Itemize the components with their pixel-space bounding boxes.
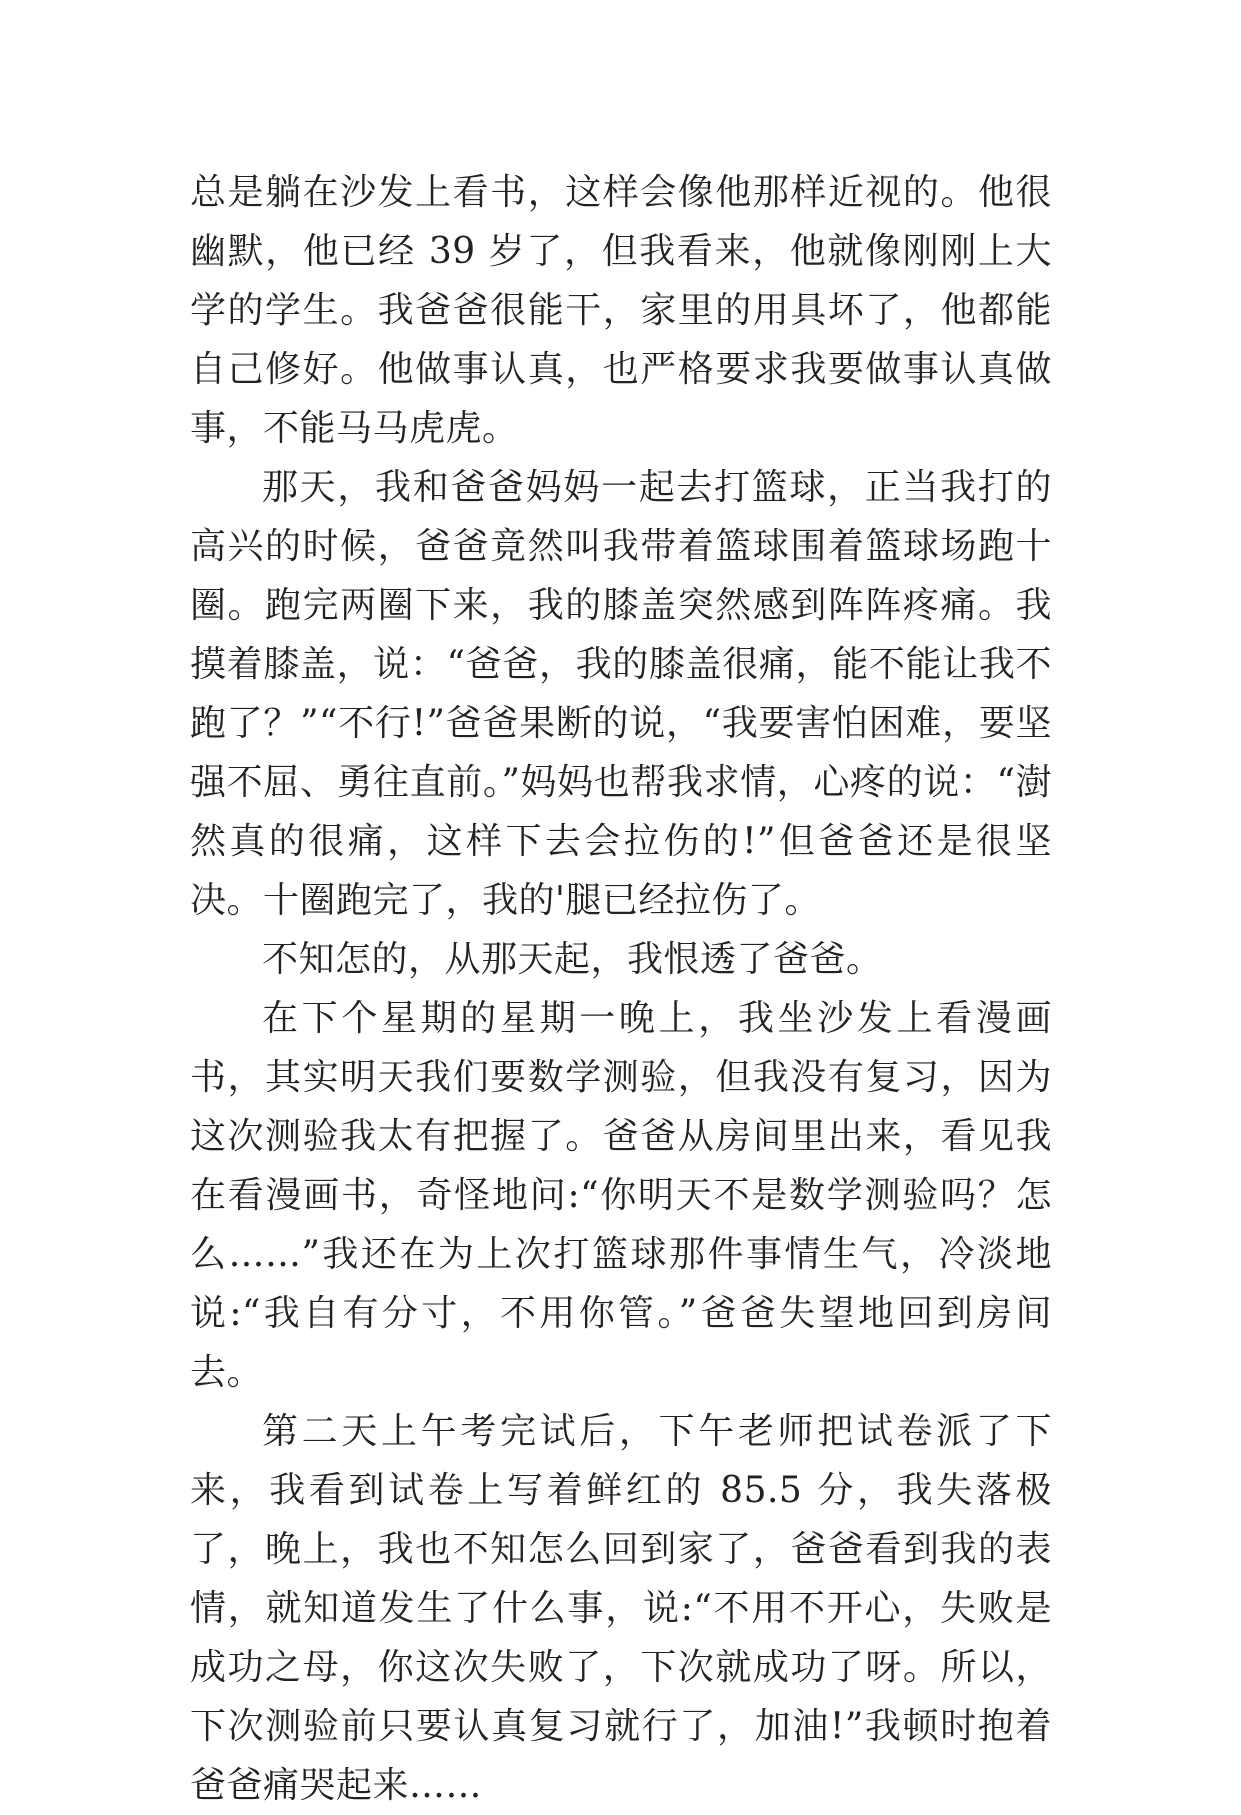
paragraph-2: 那天，我和爸爸妈妈一起去打篮球，正当我打的高兴的时候，爸爸竟然叫我带着篮球围着篮球场跑十圈。跑完两圈下来，我的膝盖突然感到阵阵疼痛。我摸着膝盖，说：“爸爸，我的膝盖很痛，能不能让我不跑了？”“不行!”爸爸果断的说，“我要害怕困难，要坚强不屈、勇往直前。”妈妈也帮我求情，心疼的说：“澍然真的很痛，这样下去会拉伤的!”但爸爸还是很坚决。十圈跑完了，我的'腿已经拉伤了。: [190, 467, 1052, 921]
paragraph-3: 不知怎的，从那天起，我恨透了爸爸。: [262, 939, 883, 980]
paragraph-4: 在下个星期的星期一晚上，我坐沙发上看漫画书，其实明天我们要数学测验，但我没有复习，因为这次测验我太有把握了。爸爸从房间里出来，看见我在看漫画书，奇怪地问:“你明天不是数学测验吗？怎么……”我还在为上次打篮球那件事情生气，冷淡地说:“我自有分寸，不用你管。”爸爸失望地回到房间去。: [190, 998, 1052, 1393]
paragraph-1: 总是躺在沙发上看书，这样会像他那样近视的。他很幽默，他已经 39 岁了，但我看来，他就像刚刚上大学的学生。我爸爸很能干，家里的用具坏了，他都能自己修好。他做事认真，也严格要求我要做事认真做事，不能马马虎虎。: [190, 172, 1052, 449]
document-body: [190, 163, 1052, 1815]
paragraph-5: 第二天上午考完试后，下午老师把试卷派了下来，我看到试卷上写着鲜红的 85.5 分，我失落极了，晚上，我也不知怎么回到家了，爸爸看到我的表情，就知道发生了什么事，说:“不用不开心，失败是成功之母，你这次失败了，下次就成功了呀。所以，下次测验前只要认真复习就行了，加油!”我顿时抱着爸爸痛哭起来……: [190, 1411, 1052, 1806]
